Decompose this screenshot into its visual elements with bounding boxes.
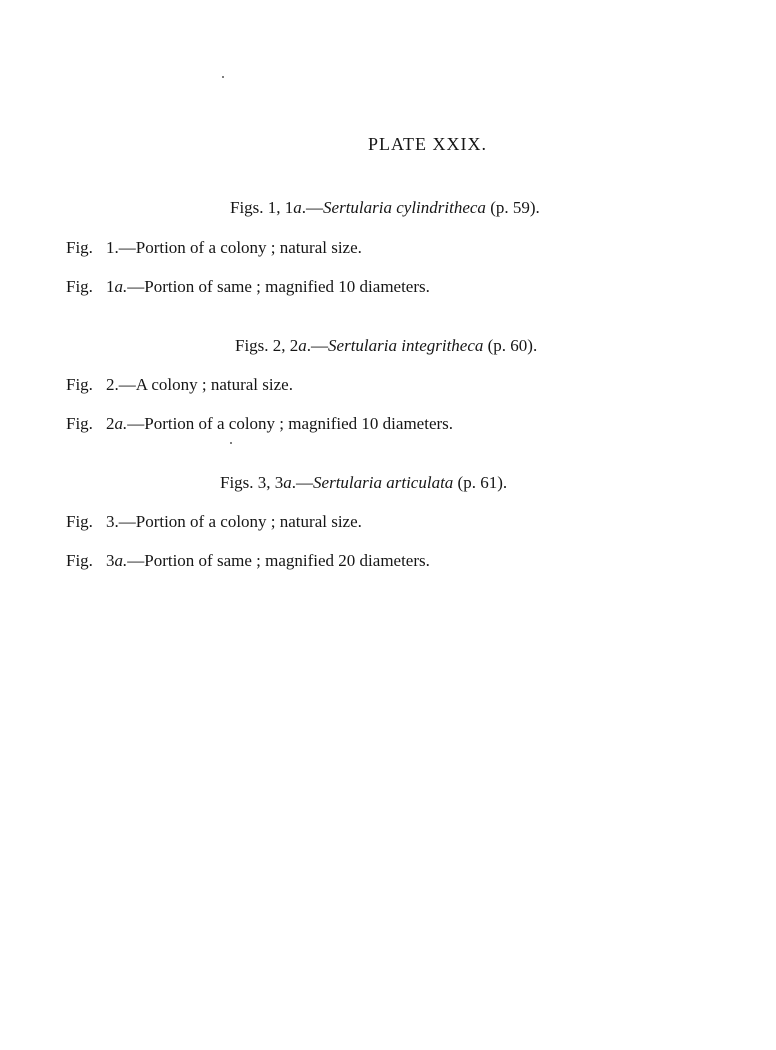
heading-prefix: Figs. 2, 2 (235, 336, 299, 355)
section-heading-1 (230, 198, 540, 218)
fig-number: 2. (106, 375, 119, 394)
fig-number-italic: a. (114, 277, 128, 296)
fig-number: 2 (106, 414, 115, 433)
heading-dash: .— (301, 198, 324, 217)
fig-number-italic: a. (114, 551, 128, 570)
figure-entry (66, 414, 453, 434)
print-speck (222, 76, 224, 78)
figure-entry (66, 277, 430, 297)
plate-title: PLATE XXIX. (368, 134, 487, 154)
heading-prefix-italic: a (283, 473, 292, 492)
heading-dash: .— (291, 473, 314, 492)
fig-number: 1. (106, 238, 119, 257)
fig-description: —Portion of same ; magnified 10 diameters. (127, 277, 430, 296)
fig-label: Fig. (66, 375, 93, 394)
heading-dash: .— (306, 336, 329, 355)
figure-entry (66, 512, 362, 532)
fig-number: 3 (106, 551, 115, 570)
fig-label: Fig. (66, 277, 93, 296)
fig-description: —Portion of a colony ; magnified 10 diameters. (127, 414, 454, 433)
fig-description: —Portion of same ; magnified 20 diameters. (127, 551, 430, 570)
section-heading-3 (220, 473, 507, 493)
figure-entry (66, 238, 362, 258)
print-speck (230, 442, 232, 444)
page-reference: (p. 61). (453, 473, 508, 492)
heading-prefix: Figs. 1, 1 (230, 198, 294, 217)
fig-description: —A colony ; natural size. (118, 375, 293, 394)
species-name: Sertularia integritheca (328, 336, 484, 355)
figure-entry (66, 375, 293, 395)
fig-number: 3. (106, 512, 119, 531)
page-reference: (p. 60). (483, 336, 538, 355)
fig-label: Fig. (66, 551, 93, 570)
species-name: Sertularia articulata (313, 473, 454, 492)
fig-label: Fig. (66, 238, 93, 257)
section-heading-2 (235, 336, 537, 356)
heading-prefix: Figs. 3, 3 (220, 473, 284, 492)
fig-label: Fig. (66, 414, 93, 433)
fig-label: Fig. (66, 512, 93, 531)
species-name: Sertularia cylindritheca (323, 198, 486, 217)
fig-description: —Portion of a colony ; natural size. (118, 512, 362, 531)
fig-description: —Portion of a colony ; natural size. (118, 238, 362, 257)
fig-number: 1 (106, 277, 115, 296)
heading-prefix-italic: a (293, 198, 302, 217)
heading-prefix-italic: a (298, 336, 307, 355)
figure-entry (66, 551, 430, 571)
fig-number-italic: a. (114, 414, 128, 433)
page-reference: (p. 59). (485, 198, 540, 217)
